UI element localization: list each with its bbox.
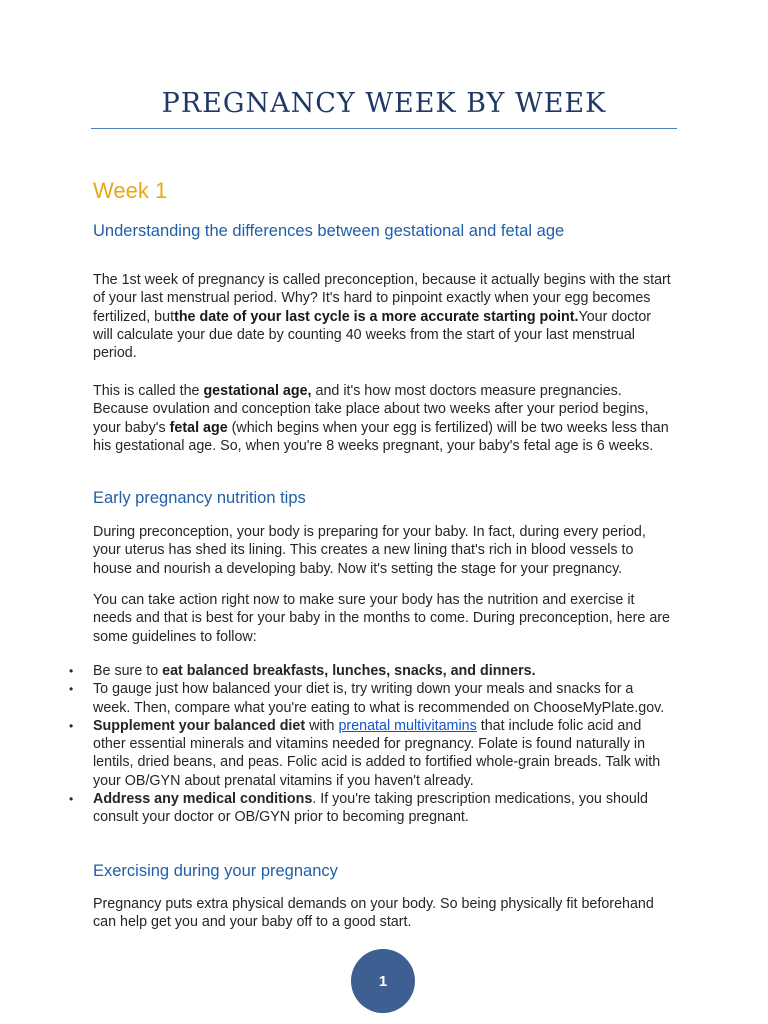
list-item: [93, 662, 673, 680]
list-item: • To gauge just how balanced your diet is, try writing down your meals and snacks for a week. Then, compare what you're eating to what is recommended on ChooseMyPlate.gov.: [93, 680, 673, 717]
paragraph-preconception: [93, 271, 673, 362]
title-divider: [91, 128, 677, 129]
bold-text: the date of your last cycle is a more accurate starting point.: [174, 308, 579, 325]
paragraph-text: This is called the: [93, 383, 204, 399]
paragraph-guidelines: You can take action right now to make sure your body has the nutrition and exercise it needs and that is best for your baby in the months to come. During preconception, here are some guidelines to follow:: [93, 592, 670, 645]
list-item-text: that include folic acid and other essential minerals and vitamins needed for pregnancy. Folate is found naturally in lentils, dried beans, and peas. Folic acid is added to fortified whole-grain breads. Talk with your OB/GYN about prenatal vitamins if you haven't already.: [93, 717, 661, 789]
paragraph-text: (which begins when your egg is fertilized) will be two weeks less than his gestational age. So, when you're 8 weeks pregnant, your baby's fetal age is 6 weeks.: [93, 419, 669, 454]
bold-text: Supplement your balanced diet: [93, 717, 306, 734]
prenatal-multivitamins-link[interactable]: prenatal multivitamins: [338, 717, 477, 734]
heading-exercising: Exercising during your pregnancy: [93, 862, 338, 880]
bold-text: eat balanced breakfasts, lunches, snacks, and dinners.: [162, 663, 536, 679]
paragraph-physical-demands: Pregnancy puts extra physical demands on your body. So being physically fit beforehand can help get you and your baby off to a good start.: [93, 896, 654, 931]
page-title: PREGNANCY WEEK BY WEEK: [161, 88, 607, 119]
heading-gestational-fetal-age: Understanding the differences between gestational and fetal age: [93, 222, 565, 240]
paragraph-preparing-body: During preconception, your body is preparing for your baby. In fact, during every period, your uterus has shed its lining. This creates a new lining that's rich in blood vessels to house and nourish a developing baby. Now it's setting the stage for your pregnancy.: [93, 524, 646, 577]
paragraph-gestational-age: [93, 382, 673, 455]
list-item-text: . If you're taking prescription medications, you should consult your doctor or OB/GYN prior to becoming pregnant.: [93, 791, 648, 826]
paragraph-text: Your doctor will calculate your due date by counting 40 weeks from the start of your last menstrual period.: [93, 308, 652, 362]
list-item-text: with: [305, 717, 339, 734]
bold-text: fetal age: [169, 419, 228, 436]
page-number: 1: [378, 972, 388, 990]
page-number-badge: [351, 949, 415, 1013]
paragraph-text: and it's how most doctors measure pregnancies. Because ovulation and conception take place about two weeks after your period begins, your baby's: [93, 383, 649, 436]
bold-text: Address any medical conditions: [93, 791, 313, 808]
week-heading: Week 1: [93, 178, 168, 203]
list-item: [93, 790, 673, 827]
list-item-text: Be sure to: [93, 663, 163, 679]
guidelines-list: [93, 662, 673, 827]
bold-text: gestational age,: [203, 383, 312, 399]
paragraph-text: The 1st week of pregnancy is called preconception, because it actually begins with the start of your last menstrual period. Why? It's hard to pinpoint exactly when your egg becomes fertilized, but: [93, 272, 671, 325]
list-item: [93, 717, 673, 790]
heading-nutrition-tips: Early pregnancy nutrition tips: [93, 489, 306, 507]
